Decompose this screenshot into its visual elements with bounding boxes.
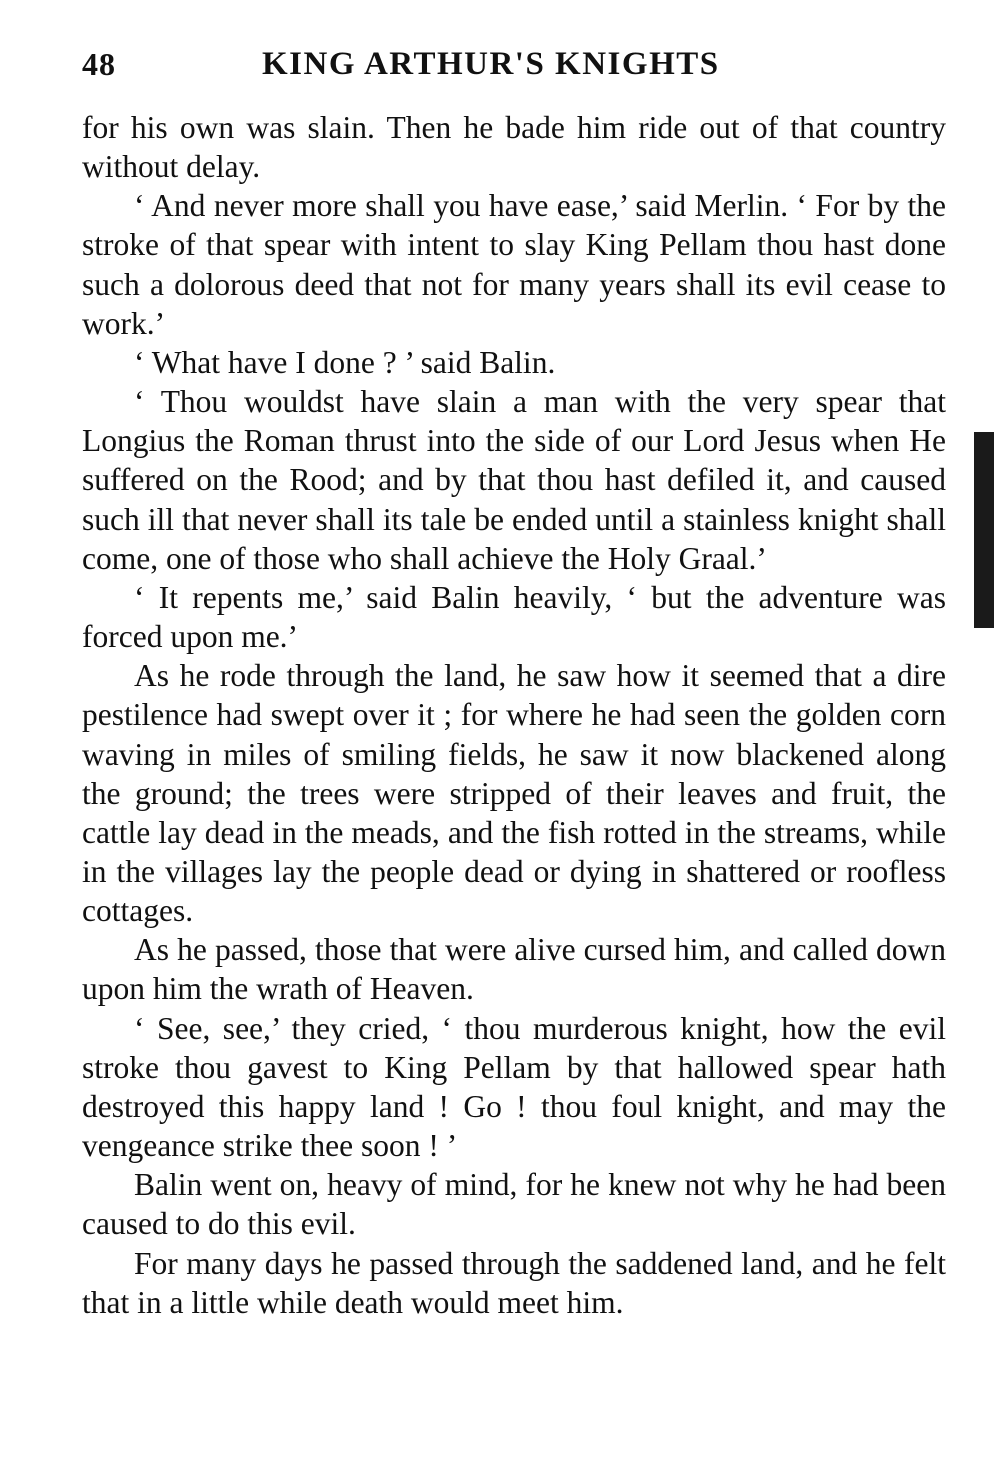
body-text: [82, 108, 946, 1322]
paragraph: Balin went on, heavy of mind, for he knew not why he had been caused to do this evil.: [82, 1167, 946, 1242]
running-title: KING ARTHUR'S KNIGHTS: [262, 46, 720, 82]
paragraph: As he rode through the land, he saw how it seemed that a dire pestilence had swept over it ; for where he had seen the golden corn waving in miles of smiling fields, he saw it now blackened along the ground; the trees were stripped of their leaves and fruit, the cattle lay dead in the meads, and the fish rotted in the streams, while in the villages lay the people dead or dying in shattered or roofless cottages.: [82, 658, 946, 929]
paragraph: As he passed, those that were alive cursed him, and called down upon him the wrath of Heaven.: [82, 932, 946, 1007]
page-edge-marker: [974, 432, 994, 628]
running-header: [82, 46, 948, 90]
paragraph: ‘ And never more shall you have ease,’ said Merlin. ‘ For by the stroke of that spear with intent to slay King Pellam thou hast done such a dolorous deed that not for many years shall its evil cease to work.’: [82, 188, 946, 341]
paragraph: ‘ See, see,’ they cried, ‘ thou murderous knight, how the evil stroke thou gavest to King Pellam by that hallowed spear hath destroyed this happy land ! Go ! thou foul knight, and may the vengeance strike thee soon ! ’: [82, 1010, 946, 1164]
paragraph: ‘ It repents me,’ said Balin heavily, ‘ but the adventure was forced upon me.’: [82, 579, 946, 655]
paragraph: ‘ What have I done ? ’ said Balin.: [134, 344, 556, 380]
paragraph: ‘ Thou wouldst have slain a man with the very spear that Longius the Roman thrust into the side of our Lord Jesus when He suffered on the Rood; and by that thou hast defiled it, and caused such ill that never shall its tale be ended until a stainless knight shall come, one of those who shall achieve the Holy Graal.’: [82, 384, 946, 576]
paragraph: for his own was slain. Then he bade him ride out of that country without delay.: [82, 110, 946, 185]
page-number: 48: [82, 46, 116, 82]
paragraph: For many days he passed through the saddened land, and he felt that in a little while death would meet him.: [82, 1245, 946, 1320]
